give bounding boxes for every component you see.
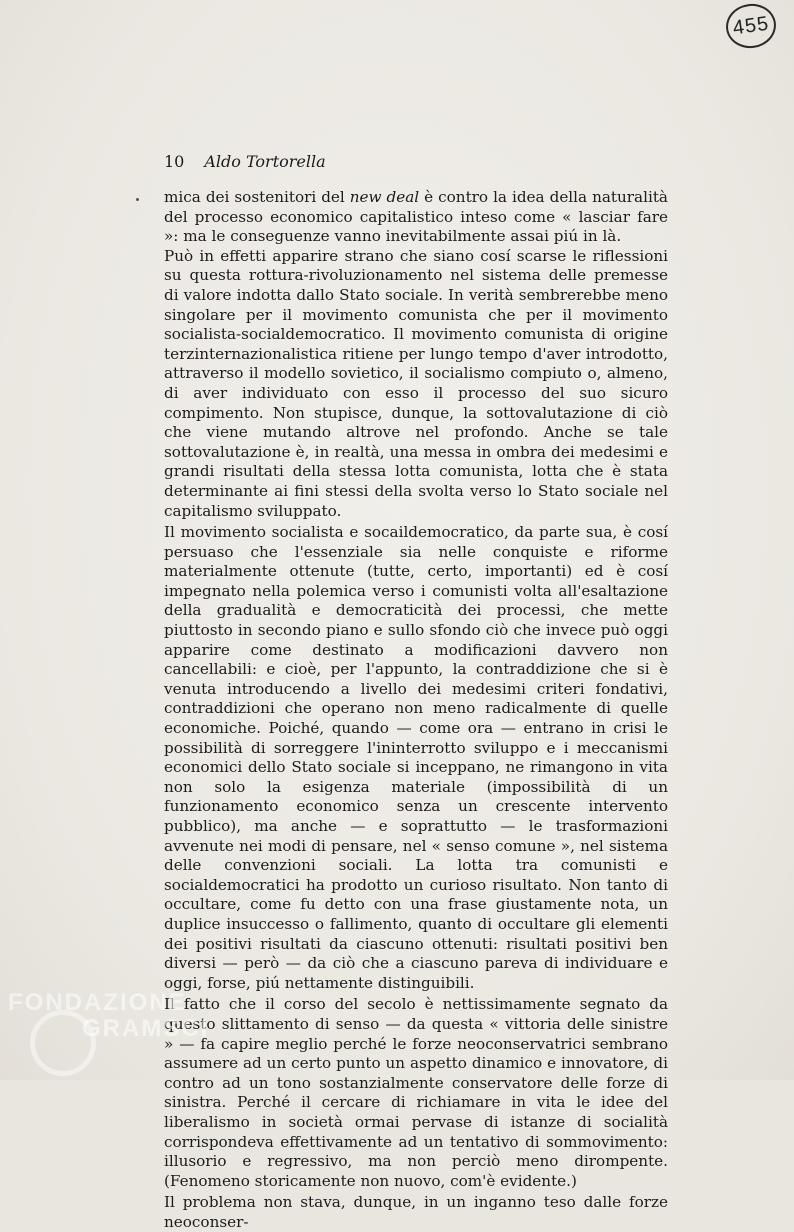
- paragraph-2: Può in effetti apparire strano che siano cosí scarse le riflessioni su questa rottura-rivoluzionamento nel sistema delle premesse di valore indotta dallo Stato sociale. In verità sembrerebbe meno singolare per il movimento comunista che per il movimento socialista-socialdemocratico. Il movimento comunista di origine terzinternazionalistica ritiene per lungo tempo d'aver introdotto, attraverso il modello sovietico, il socialismo compiuto o, almeno, di aver individuato con esso il processo del suo sicuro compimento. Non stupisce, dunque, la sottovalutazione di ciò che viene mutando altrove nel profondo. Anche se tale sottovalutazione è, in realtà, una messa in ombra dei medesimi e grandi risultati della stessa lotta comunista, lotta che è stata determinante ai fini stessi della svolta verso lo Stato sociale nel capitalismo sviluppato.: [164, 246, 668, 520]
- margin-mark: [136, 198, 139, 201]
- author-name: Aldo Tortorella: [204, 152, 326, 171]
- page-number: 10: [164, 152, 185, 171]
- body-text: [164, 188, 668, 1232]
- paragraph-1-text-a: mica dei sostenitori del: [164, 188, 350, 206]
- watermark-line-2: GRAMSCI: [82, 1015, 210, 1042]
- watermark: [8, 990, 209, 1042]
- paragraph-1-italic: new deal: [349, 188, 420, 206]
- watermark-line-1: FONDAZIONE: [8, 989, 187, 1016]
- paragraph-4: Il fatto che il corso del secolo è nettissimamente segnato da questo slittamento di senso — da questa « vittoria delle sinistre » — fa capire meglio perché le forze neoconservatrici sembrano assumere ad un certo punto un aspetto dinamico e innovatore, di contro ad un tono sostanzialmente conservatore delle forze di sinistra. Perché il cercare di richiamare in vita le idee del liberalismo in società ormai pervase di istanze di socialità corrispondeva effettivamente ad un tentativo di sommovimento: illusorio e regressivo, ma non perciò meno dirompente. (Fenomeno storicamente non nuovo, com'è evidente.): [164, 995, 668, 1190]
- archive-stamp: 455: [723, 1, 779, 52]
- paragraph-1: [164, 188, 668, 247]
- running-header: [164, 152, 326, 171]
- paragraph-5: Il problema non stava, dunque, in un inganno teso dalle forze neoconser-: [164, 1193, 668, 1231]
- paragraph-1-text-b: è contro la idea della naturalità del processo economico capitalistico inteso come « lasciar fare »: ma le conseguenze vanno inevitabilmente assai piú in là.: [164, 188, 668, 246]
- paragraph-3: Il movimento socialista e socaildemocratico, da parte sua, è cosí persuaso che l'essenziale sia nelle conquiste e riforme materialmente ottenute (tutte, certo, importanti) ed è cosí impegnato nella polemica verso i comunisti volta all'esaltazione della gradualità e democraticità dei processi, che mette piuttosto in secondo piano e sullo sfondo ciò che invece può oggi apparire come destinato a modificazioni davvero non cancellabili: e cioè, per l'appunto, la contraddizione che si è venuta introducendo a livello dei medesimi criteri fondativi, contraddizioni che operano non meno radicalmente di quelle economiche. Poiché, quando — come ora — entrano in crisi le possibilità di sorreggere l'ininterrotto sviluppo e i meccanismi economici dello Stato sociale si inceppano, ne rimangono in vita non solo la esigenza materiale (impossibilità di un funzionamento economico senza un crescente intervento pubblico), ma anche — e soprattutto — le trasformazioni avvenute nei modi di pensare, nel « senso comune », nel sistema delle convenzioni sociali. La lotta tra comunisti e socialdemocratici ha prodotto un curioso risultato. Non tanto di occultare, come fu detto con una frase giustamente nota, un duplice insuccesso o fallimento, quanto di occultare gli elementi dei positivi risultati da ciascuno ottenuti: risultati positivi ben diversi — però — da ciò che a ciascuno pareva di individuare e oggi, forse, piú nettamente distinguibili.: [164, 523, 668, 992]
